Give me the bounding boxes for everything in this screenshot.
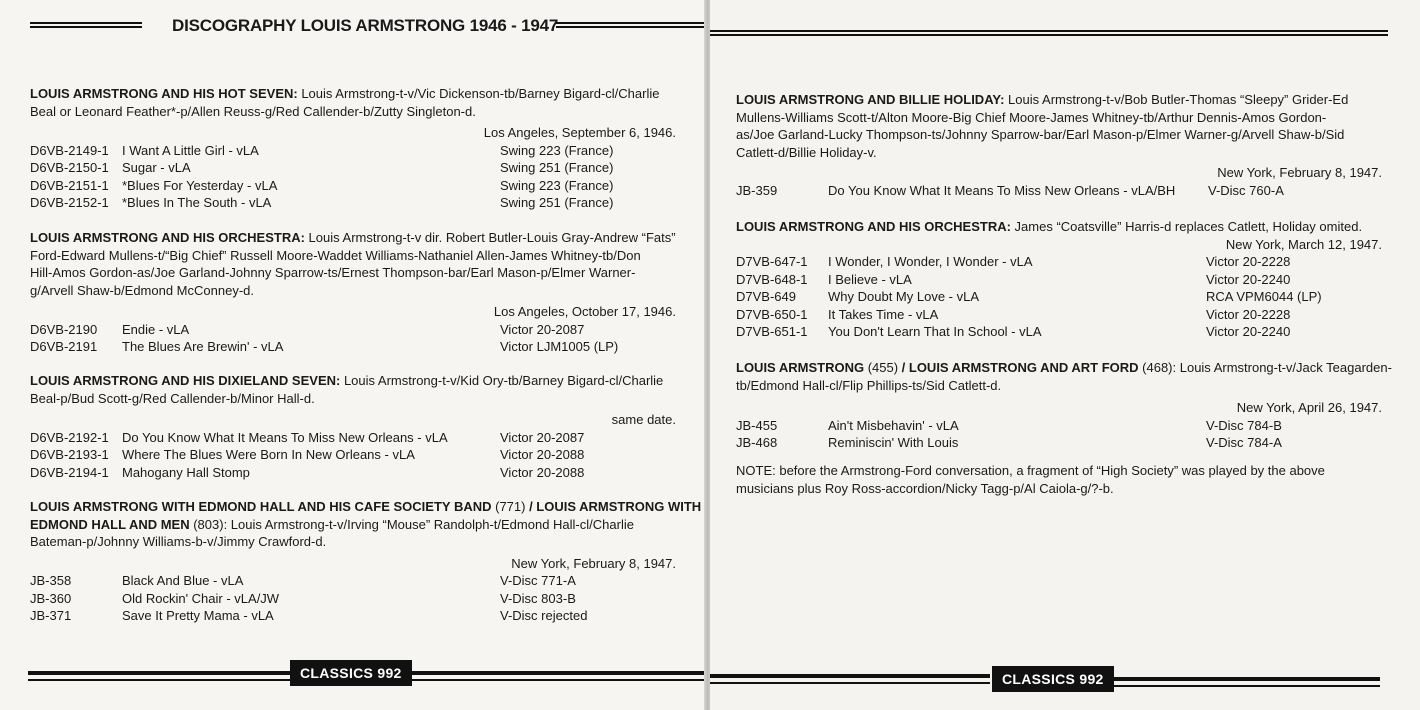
session-orchestra-1947 <box>736 218 1382 341</box>
header-rule <box>710 30 1388 36</box>
track-row: JB-358 Black And Blue - vLA V-Disc 771-A <box>30 573 576 588</box>
track-row: D6VB-2152-1 *Blues In The South - vLA Swing 251 (France) <box>30 195 614 210</box>
track-row: D6VB-2149-1 I Want A Little Girl - vLA Swing 223 (France) <box>30 142 614 158</box>
personnel-line: tb/Edmond Hall-cl/Flip Phillips-ts/Sid Catlett-d. <box>736 377 1002 393</box>
footer-rule-left <box>710 674 990 678</box>
note-line: NOTE: before the Armstrong-Ford conversation, a fragment of “High Society” was played by the above <box>736 463 1325 478</box>
track-row: JB-468 Reminiscin' With Louis V-Disc 784-A <box>736 435 1282 450</box>
left-page <box>0 0 706 710</box>
track-row: JB-359 Do You Know What It Means To Miss New Orleans - vLA/BH V-Disc 760-A <box>736 182 1284 198</box>
note-paragraph <box>736 462 1382 497</box>
session-billie-holiday <box>736 91 1382 199</box>
track-row: D6VB-2150-1 Sugar - vLA Swing 251 (France) <box>30 160 614 175</box>
session-art-ford <box>736 359 1392 452</box>
personnel-line: Beal or Leonard Feather*-p/Allen Reuss-g/Red Callender-b/Zutty Singleton-d. <box>30 103 476 119</box>
header-rule-right <box>556 22 706 28</box>
right-page <box>710 0 1420 710</box>
personnel-line: LOUIS ARMSTRONG (455) / LOUIS ARMSTRONG AND ART FORD (468): Louis Armstrong-t-v/Jack Teagarden- <box>736 360 1392 375</box>
session-dixieland-seven <box>30 372 676 481</box>
footer-rule-right-thin <box>1110 685 1380 687</box>
track-row: JB-360 Old Rockin' Chair - vLA/JW V-Disc 803-B <box>30 590 576 606</box>
place-date: New York, February 8, 1947. <box>511 555 676 571</box>
footer-rule-left-thin <box>710 682 990 684</box>
session-hot-seven <box>30 85 676 212</box>
personnel-line: LOUIS ARMSTRONG AND HIS ORCHESTRA: Louis Armstrong-t-v dir. Robert Butler-Louis Gray-Andrew “Fats” <box>30 230 676 245</box>
personnel-line: LOUIS ARMSTRONG AND BILLIE HOLIDAY: Louis Armstrong-t-v/Bob Butler-Thomas “Sleepy” Grider-Ed <box>736 92 1349 107</box>
session-edmond-hall <box>30 498 702 625</box>
track-row: JB-455 Ain't Misbehavin' - vLA V-Disc 784-B <box>736 417 1282 433</box>
personnel-line: Mullens-Williams Scott-t/Alton Moore-Big Chief Moore-James Whitney-tb/Arthur Dennis-Amos Gordon- <box>736 109 1327 125</box>
track-row: D6VB-2191 The Blues Are Brewin' - vLA Victor LJM1005 (LP) <box>30 339 619 354</box>
track-row: D7VB-651-1 You Don't Learn That In School - vLA Victor 20-2240 <box>736 324 1291 339</box>
footer-rule-right-thin <box>408 679 706 681</box>
track-row: D6VB-2190 Endie - vLA Victor 20-2087 <box>30 321 585 337</box>
note-line: musicians plus Roy Ross-accordion/Nicky Tagg-p/Al Caiola-g/?-b. <box>736 480 1114 496</box>
personnel-line: Beal-p/Bud Scott-g/Red Callender-b/Minor Hall-d. <box>30 390 315 406</box>
track-row: D7VB-647-1 I Wonder, I Wonder, I Wonder - vLA Victor 20-2228 <box>736 254 1291 269</box>
header-rule-left <box>30 22 142 28</box>
footer-rule-left <box>28 671 290 675</box>
personnel-line: Ford-Edward Mullens-t/“Big Chief” Russell Moore-Waddet Williams-Nathaniel Allen-James Whitney-tb/Don <box>30 247 641 263</box>
place-date: Los Angeles, October 17, 1946. <box>493 304 676 319</box>
footer-label: CLASSICS 992 <box>992 666 1114 692</box>
page-title: DISCOGRAPHY LOUIS ARMSTRONG 1946 - 1947 <box>172 16 559 35</box>
track-row: D6VB-2192-1 Do You Know What It Means To Miss New Orleans - vLA Victor 20-2087 <box>30 429 585 445</box>
place-date: same date. <box>611 412 676 427</box>
personnel-line: LOUIS ARMSTRONG AND HIS ORCHESTRA: James “Coatsville” Harris-d replaces Catlett, Holiday omited. <box>736 219 1363 234</box>
personnel-line: LOUIS ARMSTRONG WITH EDMOND HALL AND HIS CAFE SOCIETY BAND (771) / LOUIS ARMSTRONG WITH <box>30 499 702 514</box>
personnel-line: Bateman-p/Johnny Williams-b-v/Jimmy Crawford-d. <box>30 534 327 549</box>
place-date: New York, February 8, 1947. <box>1217 165 1382 180</box>
place-date: Los Angeles, September 6, 1946. <box>483 125 676 140</box>
track-row: D7VB-649 Why Doubt My Love - vLA RCA VPM6044 (LP) <box>736 289 1322 304</box>
personnel-line: LOUIS ARMSTRONG AND HIS HOT SEVEN: Louis Armstrong-t-v/Vic Dickenson-tb/Barney Bigard-cl/Charlie <box>30 86 660 101</box>
track-row: D6VB-2151-1 *Blues For Yesterday - vLA Swing 223 (France) <box>30 177 614 193</box>
personnel-line: as/Joe Garland-Lucky Thompson-ts/Johnny Sparrow-bar/Earl Mason-p/Elmer Warner-g/Arvell Shaw-b/Sid <box>736 127 1345 142</box>
personnel-line: LOUIS ARMSTRONG AND HIS DIXIELAND SEVEN: Louis Armstrong-t-v/Kid Ory-tb/Barney Bigard-cl/Charlie <box>30 373 664 388</box>
footer-rule-right <box>1110 677 1380 681</box>
personnel-line: Hill-Amos Gordon-as/Joe Garland-Johnny Sparrow-ts/Ernest Thompson-bar/Earl Mason-p/Elmer Warner- <box>30 265 636 280</box>
track-row: D7VB-650-1 It Takes Time - vLA Victor 20-2228 <box>736 306 1291 322</box>
track-row: JB-371 Save It Pretty Mama - vLA V-Disc rejected <box>30 608 588 623</box>
track-row: D7VB-648-1 I Believe - vLA Victor 20-2240 <box>736 271 1291 287</box>
place-date: New York, March 12, 1947. <box>1225 236 1382 252</box>
personnel-line: g/Arvell Shaw-b/Edmond McConney-d. <box>30 282 254 298</box>
personnel-line: EDMOND HALL AND MEN (803): Louis Armstrong-t-v/Irving “Mouse” Randolph-t/Edmond Hall-cl/Charlie <box>30 516 634 532</box>
track-row: D6VB-2194-1 Mahogany Hall Stomp Victor 20-2088 <box>30 464 585 480</box>
track-row: D6VB-2193-1 Where The Blues Were Born In New Orleans - vLA Victor 20-2088 <box>30 447 585 462</box>
personnel-line: Catlett-d/Billie Holiday-v. <box>736 144 877 160</box>
footer-label: CLASSICS 992 <box>290 660 412 686</box>
place-date: New York, April 26, 1947. <box>1236 400 1382 415</box>
footer-rule-left-thin <box>28 679 290 681</box>
session-orchestra-1946 <box>30 229 676 356</box>
footer-rule-right <box>408 671 706 675</box>
